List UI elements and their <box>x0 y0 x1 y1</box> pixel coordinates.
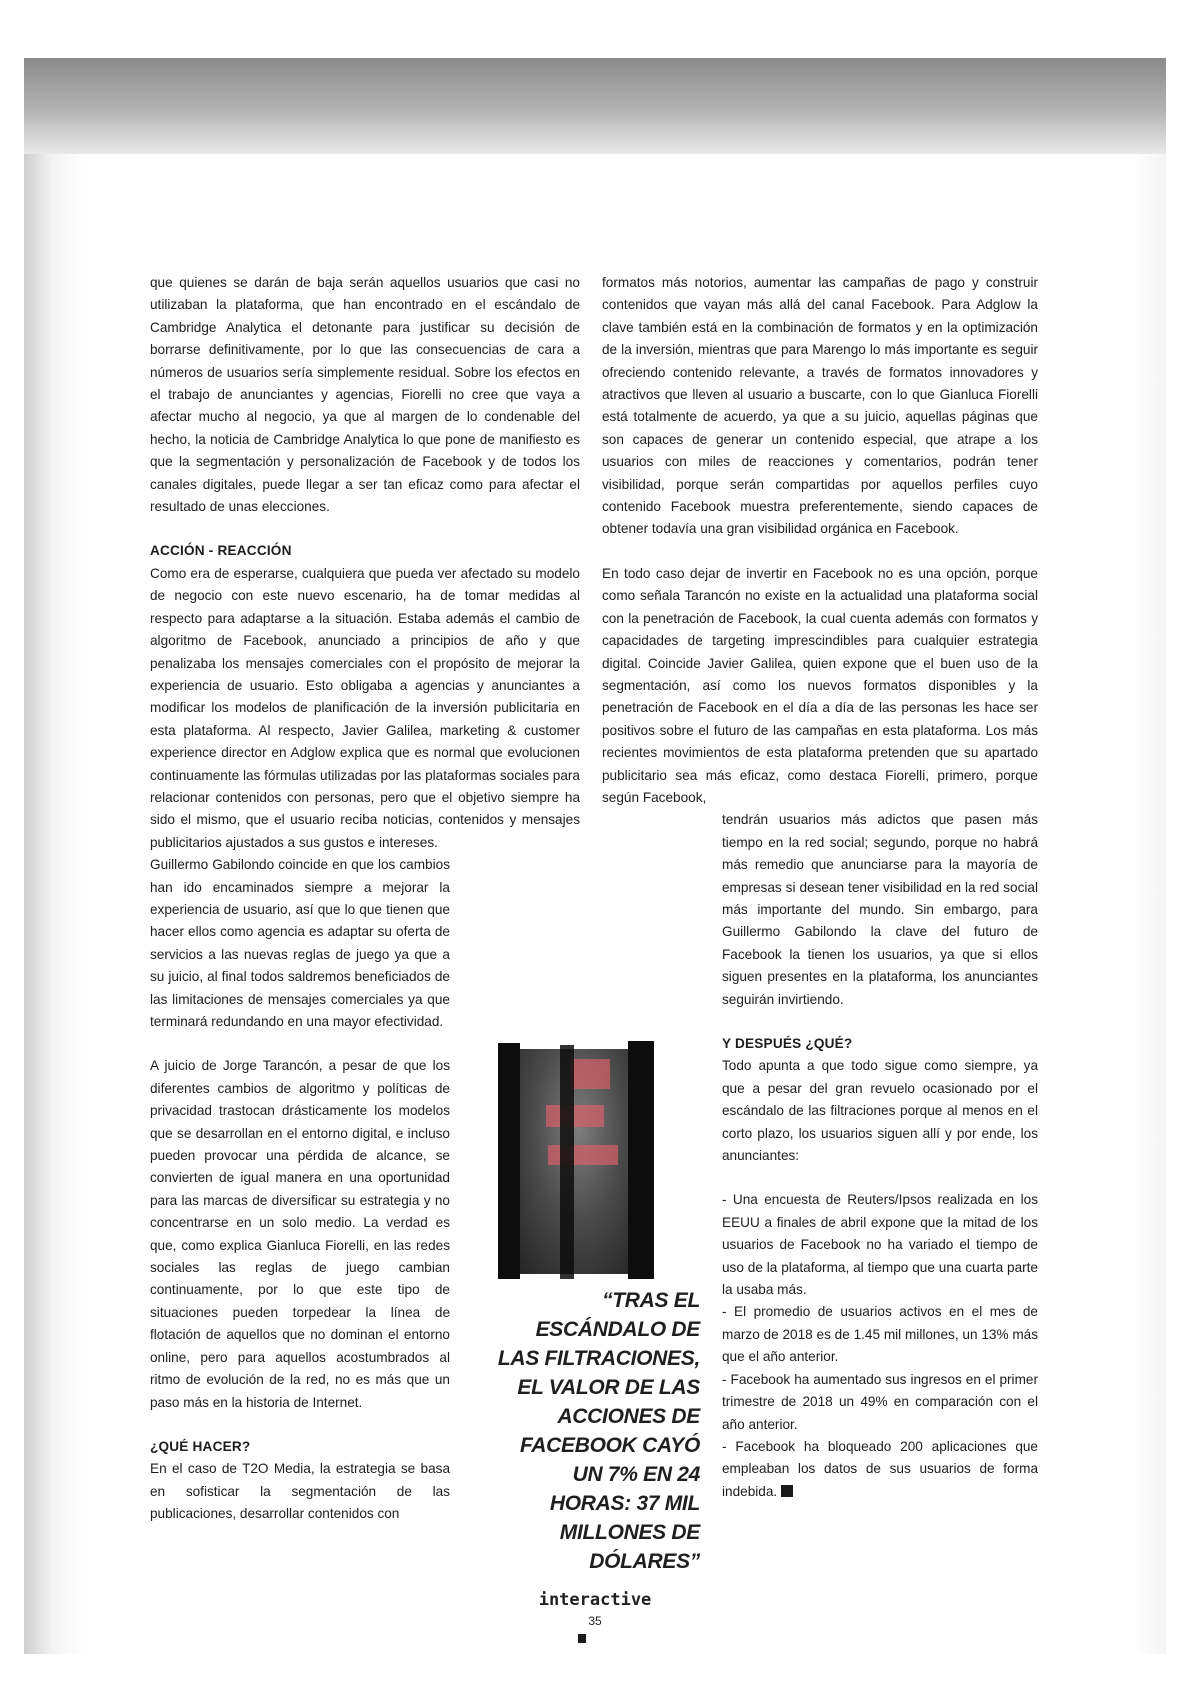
bullet-text: - Facebook ha bloqueado 200 aplicaciones que empleaban los datos de sus usuarios de forma indebida. <box>722 1438 1038 1499</box>
pink-overlay-eyes <box>546 1105 604 1127</box>
left-paragraph-3: A juicio de Jorge Tarancón, a pesar de que los diferentes cambios de algoritmo y políticas de privacidad trastocan drásticamente los modelos que se desarrollan en el entorno digital, e incluso pueden provocar una pérdida de alcance, se convierten de igual manera en una oportunidad para las marcas de diversificar su estrategia y no concentrarse en un solo medio. La verdad es que, como explica Gianluca Fiorelli, en las redes sociales las reglas de juego cambian continuamente, por lo que este tipo de situaciones pueden torpedear la línea de flotación de aquellos que no dominan el entorno online, pero para aquellos acostumbrados al ritmo de evolución de la red, no es más que un paso más en la historia de Internet. <box>150 1058 450 1410</box>
pink-overlay-mouth <box>548 1145 618 1165</box>
left-paragraph-2b: Guillermo Gabilondo coincide en que los cambios han ido encaminados siempre a mejorar la experiencia de usuario, así que lo que tienen que hacer ellos como agencia es adaptar su oferta de servicios a las nuevas reglas de juego ya que a su juicio, al final todos saldremos beneficiados de las limitaciones de mensajes comerciales ya que terminará redundando en una mayor efectividad. <box>150 857 450 1029</box>
collage-portrait-image <box>498 1049 666 1279</box>
right-paragraph-1: formatos más notorios, aumentar las campañas de pago y construir contenidos que vayan más allá del canal Facebook. Para Adglow la clave también está en la combinación de formatos y en la optimización de la inversión, mientras que para Marengo lo más importante es seguir ofreciendo contenido relevante, a través de formatos innovadores y atractivos que lleven al usuario a buscarte, con lo que Gianluca Fiorelli está totalmente de acuerdo, ya que a su juicio, aquellas páginas que son capaces de generar un contenido especial, que atrape a los usuarios con miles de reacciones y comentarios, podrán tener visibilidad, porque serán compartidas por aquellos perfiles cuyo contenido Facebook muestra preferentemente, siendo capaces de obtener todavía una gran visibilidad orgánica en Facebook. <box>602 275 1038 537</box>
bullet-item: - El promedio de usuarios activos en el mes de marzo de 2018 es de 1.45 mil millones, un 13% más que el año anterior. <box>722 1304 1038 1365</box>
left-paragraph-1: que quienes se darán de baja serán aquellos usuarios que casi no utilizaban la plataforma, que han encontrado en el escándalo de Cambridge Analytica el detonante para justificar su decisión de borrarse definitivamente, por lo que las consecuencias de cara a números de usuarios sería simplemente residual. Sobre los efectos en el trabajo de anunciantes y agencias, Fiorelli no cree que vaya a afectar mucho al negocio, ya que al margen de lo condenable del hecho, la noticia de Cambridge Analytica lo que pone de manifiesto es que la segmentación y personalización de Facebook y de todos los canales digitales, puede llegar a ser tan eficaz como para afectar el resultado de unas elecciones. <box>150 275 580 515</box>
magazine-page <box>24 154 1166 1654</box>
heading-accion-reaccion: ACCIÓN - REACCIÓN <box>150 543 292 559</box>
black-tape-strip-left <box>498 1043 520 1279</box>
bullet-list <box>722 1189 1038 1503</box>
heading-y-despues: Y DESPUÉS ¿QUÉ? <box>722 1036 853 1051</box>
magazine-name: interactive <box>538 1590 652 1610</box>
end-of-article-icon <box>781 1485 793 1497</box>
black-tape-strip-right <box>628 1041 654 1279</box>
bullet-item: - Facebook ha aumentado sus ingresos en el primer trimestre de 2018 un 49% en comparación con el año anterior. <box>722 1371 1038 1432</box>
heading-que-hacer: ¿QUÉ HACER? <box>150 1438 251 1454</box>
portrait-photo <box>508 1049 648 1274</box>
black-tape-strip-middle <box>560 1045 574 1279</box>
page-number: 35 <box>588 1614 602 1628</box>
left-paragraph-4: En el caso de T2O Media, la estrategia se basa en sofisticar la segmentación de las publicaciones, desarrollar contenidos con <box>150 1461 450 1522</box>
bullet-item: - Una encuesta de Reuters/Ipsos realizada en los EEUU a finales de abril expone que la mitad de los usuarios de Facebook no ha variado el tiempo de uso de la plataforma, al tiempo que una cuarta parte la usaba más. <box>722 1192 1038 1298</box>
scan-top-shadow <box>24 58 1166 154</box>
pull-quote: “TRAS EL ESCÁNDALO DE LAS FILTRACIONES, EL VALOR DE LAS ACCIONES DE FACEBOOK CAYÓ UN 7% EN 24 HORAS: 37 MIL MILLONES DE DÓLARES” <box>497 1289 700 1573</box>
right-indented-block <box>722 809 1038 1503</box>
page-marker-icon <box>578 1634 586 1643</box>
bullet-item-last <box>722 1436 1038 1503</box>
right-paragraph-2b: tendrán usuarios más adictos que pasen más tiempo en la red social; segundo, porque no habrá más remedio que anunciarse para la mayoría de empresas si desean tener visibilidad en la red social más importante del mundo. Sin embargo, para Guillermo Gabilondo la clave del futuro de Facebook la tienen los usuarios, ya que si ellos siguen presentes en la plataforma, los anunciantes seguirán invirtiendo. <box>722 812 1038 1007</box>
right-paragraph-2: En todo caso dejar de invertir en Facebook no es una opción, porque como señala Tarancón no existe en la actualidad una plataforma social con la penetración de Facebook, la cual cuenta además con formatos y capacidades de targeting imprescindibles para cualquier estrategia digital. Coincide Javier Galilea, quien expone que el buen uso de la segmentación, así como los nuevos formatos disponibles y la penetración de Facebook en el día a día de las personas les hace ser positivos sobre el futuro de las campañas en esta plataforma. Los más recientes movimientos de esta plataforma pretenden que su apartado publicitario sea más eficaz, como destaca Fiorelli, primero, porque según Facebook, <box>602 565 1038 805</box>
pink-overlay-forehead <box>570 1059 610 1089</box>
left-paragraph-2: Como era de esperarse, cualquiera que pueda ver afectado su modelo de negocio con este nuevo escenario, ha de tomar medidas al respecto para adaptarse a la situación. Estaba además el cambio de algoritmo de Facebook, anunciado a principios de año y que penalizaba los mensajes comerciales con el propósito de mejorar la experiencia de usuario. Esto obligaba a agencias y anunciantes a modificar los modelos de planificación de la inversión publicitaria en esta plataforma. Al respecto, Javier Galilea, marketing & customer experience director en Adglow explica que es normal que evolucionen continuamente las fórmulas utilizadas por las plataformas sociales para relacionar contenidos con personas, pero que el objetivo siempre ha sido el mismo, que el usuario reciba noticias, contenidos y mensajes publicitarios ajustados a sus gustos e intereses. <box>150 565 580 850</box>
right-paragraph-3: Todo apunta a que todo sigue como siempre, ya que a pesar del gran revuelo ocasionado por el escándalo de las filtraciones porque al menos en el corto plazo, los usuarios siguen allí y por ende, los anunciantes: <box>722 1058 1038 1164</box>
